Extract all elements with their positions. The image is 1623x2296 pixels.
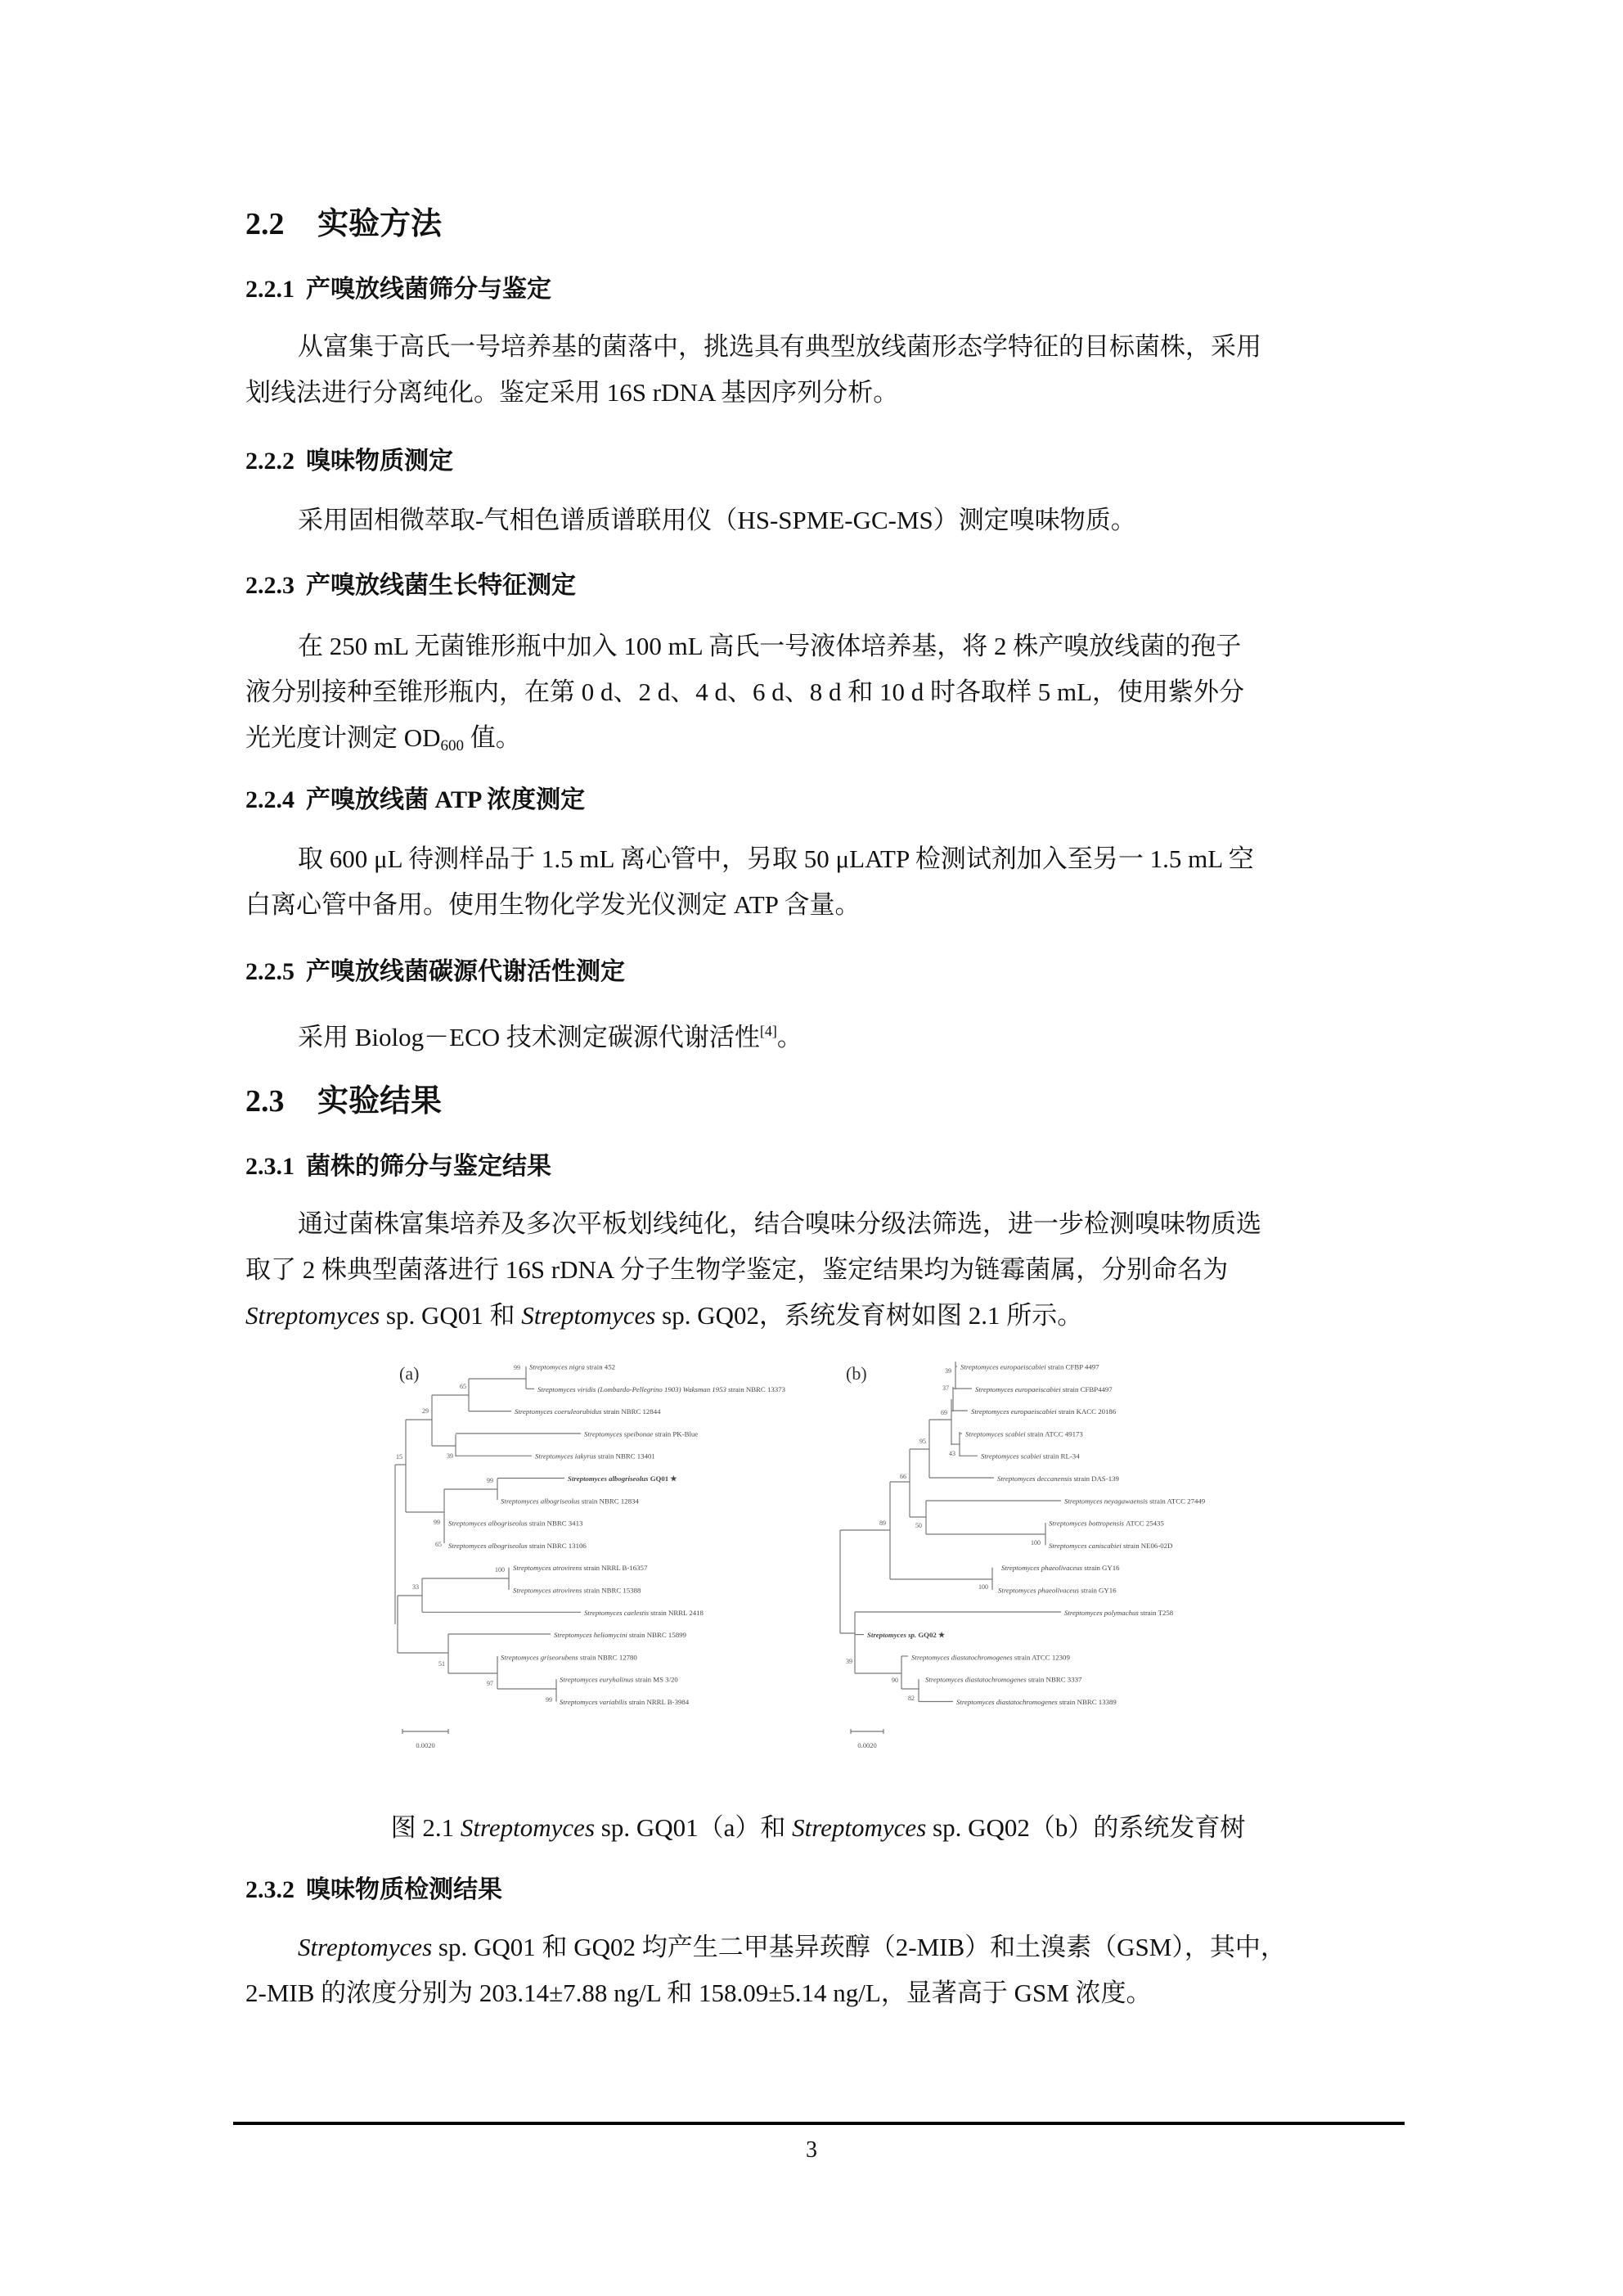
subsection-heading-2-2-4	[245, 779, 585, 815]
leaf-label	[537, 1385, 786, 1393]
leaf-label	[1001, 1564, 1120, 1572]
leaf-strain: strain NBRC 13389	[1059, 1698, 1117, 1706]
genus-name: Streptomyces	[245, 1301, 380, 1330]
leaf-strain: strain NBRC 12780	[579, 1653, 637, 1662]
leaf-taxon: Streptomyces caelestis	[584, 1608, 651, 1617]
leaf-taxon: Streptomyces albogriseolus	[448, 1519, 529, 1528]
leaf-strain: strain NBRC 15899	[629, 1631, 686, 1640]
subsection-heading-2-2-3	[245, 565, 576, 601]
text-line: 液分别接种至锥形瓶内，在第 0 d、2 d、4 d、6 d、8 d 和 10 d 时各取样 5 mL，使用紫外分	[245, 678, 1245, 706]
leaf-taxon: Streptomyces diastatochromogenes	[956, 1698, 1059, 1706]
leaf-strain: strain KACC 20186	[1058, 1407, 1117, 1416]
section-number: 2.3	[245, 1084, 285, 1119]
leaf-strain: strain MS 3/20	[635, 1675, 678, 1684]
section-heading-2-2	[245, 198, 442, 243]
leaf-label	[568, 1474, 677, 1483]
genus-name: Streptomyces	[298, 1933, 433, 1961]
leaf-strain: strain GY16	[1081, 1586, 1117, 1595]
leaf-label	[867, 1631, 946, 1639]
paragraph-2-2-3	[245, 624, 1391, 769]
leaf-label	[560, 1698, 690, 1706]
leaf-strain: strain NRRL B-3984	[628, 1698, 690, 1706]
leaf-strain: strain CFBP 4497	[1047, 1362, 1099, 1371]
leaf-strain: strain 452	[587, 1362, 615, 1371]
paragraph-2-2-1	[245, 324, 1391, 416]
bootstrap-value: 65	[435, 1541, 442, 1548]
text-line: 通过菌株富集培养及多次平板划线纯化，结合嗅味分级法筛选，进一步检测嗅味物质选	[298, 1209, 1261, 1238]
subsection-heading-2-3-1	[245, 1146, 551, 1182]
subsection-number: 2.2.4	[245, 786, 294, 813]
leaf-taxon: Streptomyces deccanensis	[997, 1474, 1074, 1483]
leaf-label	[560, 1676, 678, 1684]
paragraph-2-3-2	[245, 1925, 1391, 2016]
bootstrap-value: 66	[900, 1473, 906, 1480]
leaf-taxon: Streptomyces albogriseolus	[568, 1474, 650, 1483]
phylogenetic-tree-b	[834, 1350, 1268, 1776]
bootstrap-value: 95	[919, 1438, 926, 1445]
scale-bar-label: 0.0020	[416, 1741, 435, 1749]
section-title: 实验结果	[317, 1084, 443, 1119]
bootstrap-value: 43	[949, 1450, 955, 1457]
leaf-label	[554, 1631, 687, 1639]
subsection-title: 嗅味物质测定	[306, 448, 453, 475]
figure-caption	[245, 1807, 1391, 1844]
leaf-taxon: Streptomyces griseorubens	[501, 1653, 580, 1662]
leaf-label	[981, 1452, 1080, 1461]
text-line: 从富集于高氏一号培养基的菌落中，挑选具有典型放线菌形态学特征的目标菌株，采用	[298, 332, 1261, 361]
text-line: 取 600 μL 待测样品于 1.5 mL 离心管中，另取 50 μLATP 检测试剂加入至另一 1.5 mL 空	[298, 844, 1254, 873]
leaf-label	[584, 1429, 698, 1438]
subsection-number: 2.3.2	[245, 1876, 294, 1903]
leaf-strain: strain NBRC 15388	[583, 1586, 641, 1595]
leaf-taxon: Streptomyces speibonae	[584, 1429, 655, 1438]
text-fragment: 采用 Biolog－ECO 技术测定碳源代谢活性	[298, 1023, 760, 1051]
leaf-label	[1049, 1542, 1172, 1550]
leaf-strain: GQ02 ★	[918, 1631, 945, 1640]
leaf-label	[971, 1407, 1117, 1416]
leaf-taxon: Streptomyces coeruleorubidus	[515, 1407, 604, 1416]
subsection-heading-2-2-5	[245, 951, 625, 987]
leaf-label	[925, 1676, 1082, 1684]
leaf-taxon: Streptomyces diastatochromogenes	[911, 1653, 1014, 1662]
subsection-number: 2.2.3	[245, 572, 294, 599]
leaf-label	[975, 1385, 1113, 1393]
bootstrap-value: 39	[447, 1452, 453, 1460]
text-fragment: 值。	[464, 723, 521, 752]
leaf-taxon: Streptomyces scabiei	[965, 1429, 1027, 1438]
bootstrap-value: 99	[487, 1477, 493, 1484]
leaf-taxon: Streptomyces albogriseolus	[448, 1541, 529, 1550]
section-title: 实验方法	[317, 207, 443, 241]
text-fragment: 。	[776, 1023, 803, 1051]
leaf-taxon: Streptomyces phaeolivaceus	[1001, 1564, 1085, 1573]
bootstrap-value: 37	[942, 1384, 949, 1392]
paragraph-2-2-5	[245, 1008, 1391, 1060]
leaf-strain: strain GY16	[1084, 1564, 1120, 1573]
text-fragment: sp. GQ01 和 GQ02 均产生二甲基异莰醇（2-MIB）和土溴素（GSM），其中，	[432, 1933, 1286, 1961]
leaf-label	[501, 1653, 637, 1661]
text-line	[245, 1293, 1391, 1339]
text-line: 采用固相微萃取-气相色谱质谱联用仪（HS-SPME-GC-MS）测定嗅味物质。	[298, 506, 1136, 534]
leaf-label	[529, 1363, 615, 1371]
leaf-strain: strain RL-34	[1042, 1452, 1080, 1461]
subscript: 600	[440, 737, 465, 754]
paragraph-2-2-2	[245, 497, 1391, 543]
text-fragment: sp. GQ02（b）的系统发育树	[926, 1813, 1246, 1842]
bootstrap-value: 82	[908, 1695, 915, 1702]
subsection-title: 产嗅放线菌生长特征测定	[306, 572, 576, 599]
leaf-taxon: Streptomyces iakyrus	[535, 1452, 598, 1461]
text-line: 白离心管中备用。使用生物化学发光仪测定 ATP 含量。	[245, 890, 861, 919]
leaf-taxon: Streptomyces polymachus	[1064, 1608, 1140, 1617]
leaf-label	[584, 1609, 704, 1617]
leaf-strain: strain ATCC 12309	[1014, 1653, 1070, 1662]
genus-name: Streptomyces	[521, 1301, 656, 1330]
bootstrap-value: 39	[846, 1658, 852, 1665]
leaf-taxon: Streptomyces albogriseolus	[501, 1497, 582, 1506]
leaf-taxon: Streptomyces bottropensis	[1049, 1519, 1126, 1528]
leaf-strain: strain ATCC 27449	[1149, 1497, 1206, 1506]
leaf-strain: strain NE06-02D	[1123, 1541, 1173, 1550]
leaf-taxon: Streptomyces atrovirens	[513, 1564, 584, 1573]
subsection-title: 菌株的筛分与鉴定结果	[306, 1153, 551, 1180]
section-heading-2-3	[245, 1075, 442, 1120]
section-number: 2.2	[245, 207, 285, 241]
bootstrap-value: 89	[879, 1519, 886, 1527]
text-line: 取了 2 株典型菌落进行 16S rDNA 分子生物学鉴定，鉴定结果均为链霉菌属，分别命名为	[245, 1255, 1229, 1284]
leaf-label	[448, 1519, 583, 1528]
leaf-taxon: Streptomyces atrovirens	[513, 1586, 584, 1595]
leaf-taxon: Streptomyces sp.	[867, 1631, 919, 1640]
leaf-strain: strain NRRL 2418	[650, 1608, 704, 1617]
leaf-label	[1064, 1609, 1174, 1617]
caption-label: 图 2.1	[390, 1813, 461, 1842]
leaf-strain: strain NBRC 13106	[528, 1541, 587, 1550]
text-line: 划线法进行分离纯化。鉴定采用 16S rDNA 基因序列分析。	[245, 378, 899, 407]
text-fragment: sp. GQ02，系统发育树如图 2.1 所示。	[655, 1301, 1083, 1330]
bootstrap-value: 15	[396, 1453, 402, 1461]
leaf-label	[1064, 1497, 1206, 1505]
leaf-taxon: Streptomyces europaeiscabiei	[971, 1407, 1059, 1416]
subsection-number: 2.3.1	[245, 1153, 294, 1180]
bootstrap-value: 29	[422, 1407, 429, 1415]
leaf-strain: GQ01 ★	[650, 1474, 677, 1483]
leaf-label	[997, 1474, 1120, 1483]
leaf-taxon: Streptomyces variabilis	[560, 1698, 629, 1706]
subsection-heading-2-3-2	[245, 1869, 502, 1905]
leaf-taxon: Streptomyces europaeiscabiei	[960, 1362, 1048, 1371]
leaf-strain: strain NBRC 13401	[597, 1452, 655, 1461]
text-fragment: sp. GQ01（a）和	[595, 1813, 793, 1842]
leaf-label	[535, 1452, 655, 1461]
bootstrap-value: 99	[434, 1519, 440, 1526]
subsection-heading-2-2-2	[245, 440, 453, 476]
bootstrap-value: 33	[412, 1583, 419, 1591]
text-line: 2-MIB 的浓度分别为 203.14±7.88 ng/L 和 158.09±5.14 ng/L，显著高于 GSM 浓度。	[245, 1979, 1152, 2007]
leaf-taxon: Streptomyces phaeolivaceus	[998, 1586, 1081, 1595]
leaf-strain: strain NBRC 3337	[1027, 1675, 1082, 1684]
leaf-taxon: Streptomyces neyagawaensis	[1064, 1497, 1150, 1506]
bootstrap-value: 69	[941, 1409, 947, 1416]
subsection-title: 产嗅放线菌碳源代谢活性测定	[306, 958, 625, 985]
leaf-label	[965, 1429, 1083, 1438]
leaf-taxon: Streptomyces nigra	[529, 1362, 587, 1371]
text-line	[245, 1008, 1391, 1060]
genus-name: Streptomyces	[792, 1813, 927, 1842]
leaf-strain: strain CFBP4497	[1062, 1384, 1113, 1393]
text-fragment: sp. GQ01 和	[380, 1301, 522, 1330]
leaf-strain: ATCC 25435	[1126, 1519, 1164, 1528]
paragraph-2-3-1	[245, 1201, 1391, 1339]
leaf-strain: strain NRRL B-16357	[583, 1564, 648, 1573]
leaf-label	[956, 1698, 1117, 1706]
bootstrap-value: 51	[438, 1660, 445, 1668]
citation-link[interactable]: [4]	[759, 1023, 777, 1039]
leaf-taxon: Streptomyces viridis (Lombardo-Pellegrino 1903) Waksman 1953	[537, 1384, 729, 1393]
bootstrap-value: 99	[514, 1364, 520, 1371]
leaf-taxon: Streptomyces caniscabiei	[1049, 1541, 1124, 1550]
subsection-number: 2.2.1	[245, 276, 294, 303]
leaf-label	[513, 1587, 641, 1595]
bootstrap-value: 100	[978, 1583, 988, 1591]
panel-label: (b)	[846, 1363, 867, 1384]
bootstrap-value: 97	[487, 1680, 493, 1687]
genus-name: Streptomyces	[460, 1813, 596, 1842]
leaf-taxon: Streptomyces europaeiscabiei	[975, 1384, 1063, 1393]
leaf-label	[501, 1497, 639, 1505]
leaf-taxon: Streptomyces euryhalinus	[560, 1675, 636, 1684]
leaf-taxon: Streptomyces diastatochromogenes	[925, 1675, 1028, 1684]
text-line	[245, 1925, 1391, 1970]
phylogenetic-tree-a	[384, 1350, 818, 1776]
bootstrap-value: 50	[915, 1522, 922, 1529]
page-number: 3	[806, 2137, 817, 2163]
leaf-strain: strain NBRC 12844	[603, 1407, 661, 1416]
subsection-number: 2.2.2	[245, 448, 294, 475]
footer-rule	[233, 2122, 1405, 2125]
text-line: 在 250 mL 无菌锥形瓶中加入 100 mL 高氏一号液体培养基，将 2 株产嗅放线菌的孢子	[298, 632, 1242, 660]
bootstrap-value: 90	[892, 1677, 898, 1684]
leaf-strain: strain ATCC 49173	[1027, 1429, 1083, 1438]
leaf-strain: strain T258	[1140, 1608, 1174, 1617]
leaf-strain: strain NBRC 13373	[728, 1384, 785, 1393]
text-line	[245, 715, 1391, 769]
leaf-label	[515, 1407, 661, 1416]
bootstrap-value: 65	[460, 1383, 466, 1390]
leaf-label	[998, 1587, 1117, 1595]
paragraph-2-2-4	[245, 836, 1391, 928]
bootstrap-value: 100	[495, 1566, 505, 1573]
leaf-strain: strain PK-Blue	[654, 1429, 699, 1438]
bootstrap-value: 39	[945, 1367, 951, 1375]
leaf-label	[448, 1542, 587, 1550]
leaf-label	[960, 1363, 1099, 1371]
leaf-label	[1049, 1519, 1164, 1528]
subsection-title: 产嗅放线菌筛分与鉴定	[306, 276, 551, 303]
subsection-heading-2-2-1	[245, 268, 551, 304]
bootstrap-value: 99	[546, 1696, 552, 1704]
leaf-label	[911, 1653, 1070, 1661]
text-fragment: 光光度计测定 OD	[245, 723, 441, 752]
leaf-strain: strain NBRC 12834	[581, 1497, 639, 1506]
bootstrap-value: 100	[1031, 1539, 1041, 1546]
scale-bar-label: 0.0020	[857, 1741, 877, 1749]
panel-label: (a)	[399, 1363, 420, 1384]
leaf-label	[513, 1564, 648, 1572]
leaf-taxon: Streptomyces heliomycini	[554, 1631, 630, 1640]
leaf-strain: strain NBRC 3413	[528, 1519, 583, 1528]
subsection-number: 2.2.5	[245, 958, 294, 985]
subsection-title: 产嗅放线菌 ATP 浓度测定	[306, 786, 586, 813]
leaf-taxon: Streptomyces scabiei	[981, 1452, 1043, 1461]
leaf-strain: strain DAS-139	[1073, 1474, 1119, 1483]
subsection-title: 嗅味物质检测结果	[306, 1876, 502, 1903]
